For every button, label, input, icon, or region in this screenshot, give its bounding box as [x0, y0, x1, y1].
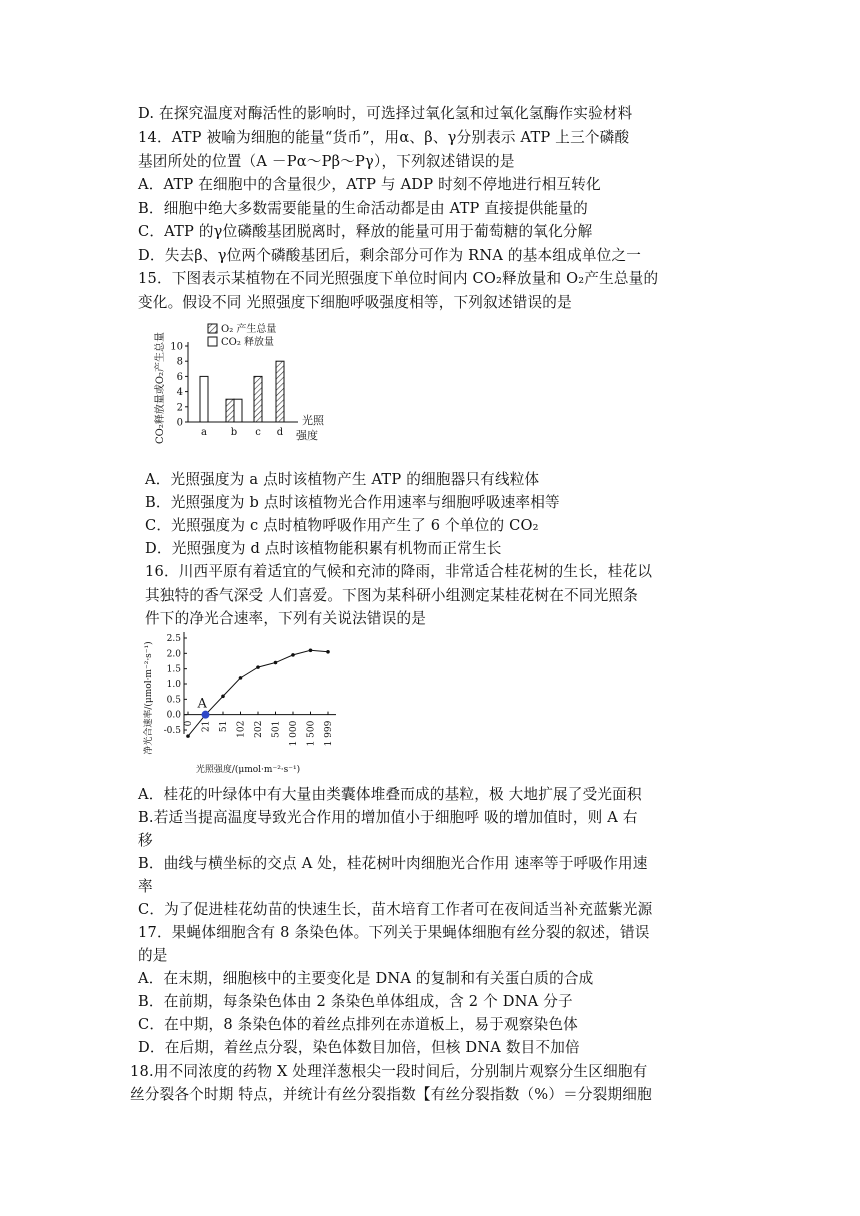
text-line: 18.用不同浓度的药物 X 处理洋葱根尖一段时间后，分别制片观察分生区细胞有 — [130, 1063, 648, 1080]
text-line: A．ATP 在细胞中的含量很少，ATP 与 ADP 时刻不停地进行相互转化 — [138, 176, 601, 193]
text-line: D．在后期，着丝点分裂，染色体数目加倍，但核 DNA 数目不加倍 — [138, 1039, 580, 1056]
line-x-tick-label: 51 — [219, 720, 229, 733]
data-point — [186, 734, 190, 738]
line-y-tick-label: 1.0 — [166, 680, 181, 690]
line-y-tick-label: 2.5 — [166, 634, 181, 644]
line-chart-figure — [140, 626, 350, 776]
text-line: A．桂花的叶绿体中有大量由类囊体堆叠而成的基粒，极 大地扩展了受光面积 — [138, 786, 642, 803]
bar-x-axis-label-line: 光照 — [302, 414, 324, 427]
line-x-tick-label: 1 999 — [324, 720, 334, 747]
line-chart — [140, 626, 350, 776]
text-line: A．光照强度为 a 点时该植物产生 ATP 的细胞器只有线粒体 — [145, 471, 540, 488]
text-line: B．细胞中绝大多数需要能量的生命活动都是由 ATP 直接提供能量的 — [138, 200, 588, 217]
text-line: 其独特的香气深受 人们喜爱。下图为某科研小组测定某桂花树在不同光照条 — [145, 587, 639, 604]
text-line: C．在中期，8 条染色体的着丝点排列在赤道板上，易于观察染色体 — [138, 1016, 578, 1033]
text-line: 变化。假设不同 光照强度下细胞呼吸强度相等，下列叙述错误的是 — [138, 294, 572, 311]
legend-swatch — [208, 324, 217, 333]
bar-x-tick-label: d — [276, 427, 284, 438]
line-y-tick-label: 0.5 — [166, 695, 181, 706]
text-line: 的是 — [138, 947, 168, 964]
text-line: D．光照强度为 d 点时该植物能积累有机物而正常生长 — [145, 540, 502, 557]
line-y-tick-label: 0.0 — [166, 710, 181, 721]
text-line: B．在前期，每条染色体由 2 条染色单体组成，含 2 个 DNA 分子 — [138, 993, 573, 1010]
text-line: 率 — [138, 878, 153, 895]
data-point — [326, 650, 330, 654]
text-line: 丝分裂各个时期 特点，并统计有丝分裂指数【有丝分裂指数（%）＝分裂期细胞 — [130, 1086, 652, 1103]
line-x-tick-label: 501 — [271, 720, 282, 738]
line-x-tick-label: 102 — [236, 720, 247, 738]
text-line: C．为了促进桂花幼苗的快速生长，苗木培育工作者可在夜间适当补充蓝紫光源 — [138, 901, 653, 918]
line-y-tick-label: 1.5 — [166, 664, 181, 675]
bar-y-tick-label: 2 — [176, 402, 183, 414]
text-line: B．曲线与横坐标的交点 A 处，桂花树叶肉细胞光合作用 速率等于呼吸作用速 — [138, 855, 648, 872]
text-line: 移 — [138, 832, 153, 849]
point-a-marker — [202, 711, 210, 719]
legend-label: CO₂ 释放量 — [221, 337, 275, 348]
data-point — [239, 676, 243, 680]
bar — [276, 361, 284, 422]
line-x-tick-label: 0 — [184, 720, 194, 727]
bar-y-tick-label: 10 — [170, 341, 183, 353]
text-line: 15．下图表示某植物在不同光照强度下单位时间内 CO₂释放量和 O₂产生总量的 — [138, 270, 659, 287]
bar — [226, 399, 234, 422]
data-point — [309, 648, 313, 652]
bar-chart-figure — [150, 318, 340, 450]
line-x-tick-label: 202 — [254, 720, 264, 738]
bar-x-tick-label: b — [230, 427, 238, 438]
line-x-tick-label: 1 000 — [289, 720, 299, 747]
text-line: 14．ATP 被喻为细胞的能量“货币”，用α、β、γ分别表示 ATP 上三个磷酸 — [138, 129, 630, 146]
bar — [254, 376, 262, 422]
line-x-axis-label: 光照强度/(μmol·m⁻²·s⁻¹) — [195, 765, 301, 775]
bar-legend — [208, 322, 276, 348]
data-point — [274, 661, 278, 665]
bar-chart — [150, 318, 340, 450]
text-line: B．光照强度为 b 点时该植物光合作用速率与细胞呼吸速率相等 — [145, 494, 560, 511]
line-x-tick-label: 21 — [201, 720, 212, 733]
text-line: A．在末期，细胞核中的主要变化是 DNA 的复制和有关蛋白质的合成 — [138, 970, 594, 987]
text-line: C．ATP 的γ位磷酸基团脱离时，释放的能量可用于葡萄糖的氧化分解 — [138, 223, 593, 240]
text-line: C．光照强度为 c 点时植物呼吸作用产生了 6 个单位的 CO₂ — [145, 517, 539, 534]
text-line: 16．川西平原有着适宜的气候和充沛的降雨，非常适合桂花树的生长，桂花以 — [145, 563, 653, 580]
line-x-tick-label: 1 500 — [306, 720, 317, 747]
text-line: B.若适当提高温度导致光合作用的增加值小于细胞呼 吸的增加值时，则 A 右 — [138, 809, 638, 826]
bar-y-axis-label: CO₂释放量或O₂产生总量 — [155, 331, 166, 445]
data-point — [221, 694, 225, 698]
bar — [234, 399, 242, 422]
bar-y-tick-label: 4 — [176, 387, 183, 399]
text-line: D．失去β、γ位两个磷酸基团后，剩余部分可作为 RNA 的基本组成单位之一 — [138, 247, 642, 264]
data-point — [256, 665, 260, 669]
bar-x-axis-label — [296, 413, 325, 442]
line-y-tick-label: 2.0 — [166, 649, 181, 660]
bar-x-tick-label: a — [201, 427, 207, 438]
bar-x-axis-label-line: 强度 — [296, 429, 318, 442]
legend-label: O₂ 产生总量 — [221, 324, 277, 335]
point-a-label: A — [197, 696, 207, 712]
text-line: 基团所处的位置（A －Pα～Pβ～Pγ），下列叙述错误的是 — [138, 153, 515, 170]
bar-y-tick-label: 8 — [176, 356, 183, 368]
bar — [200, 376, 208, 422]
bar-y-tick-label: 6 — [176, 371, 183, 383]
text-line: D. 在探究温度对酶活性的影响时，可选择过氧化氢和过氧化氢酶作实验材料 — [138, 105, 633, 122]
text-line: 17．果蝇体细胞含有 8 条染色体。下列关于果蝇体细胞有丝分裂的叙述，错误 — [138, 924, 650, 941]
text-line: 件下的净光合速率，下列有关说法错误的是 — [145, 610, 427, 627]
legend-swatch — [208, 337, 217, 346]
bar-x-tick-label: c — [255, 427, 261, 438]
line-y-axis-label: 净光合速率/(μmol·m⁻²·s⁻¹) — [144, 641, 154, 755]
bar-y-tick-label: 0 — [176, 417, 183, 429]
line-y-tick-label: -0.5 — [163, 726, 181, 736]
data-point — [291, 653, 295, 657]
